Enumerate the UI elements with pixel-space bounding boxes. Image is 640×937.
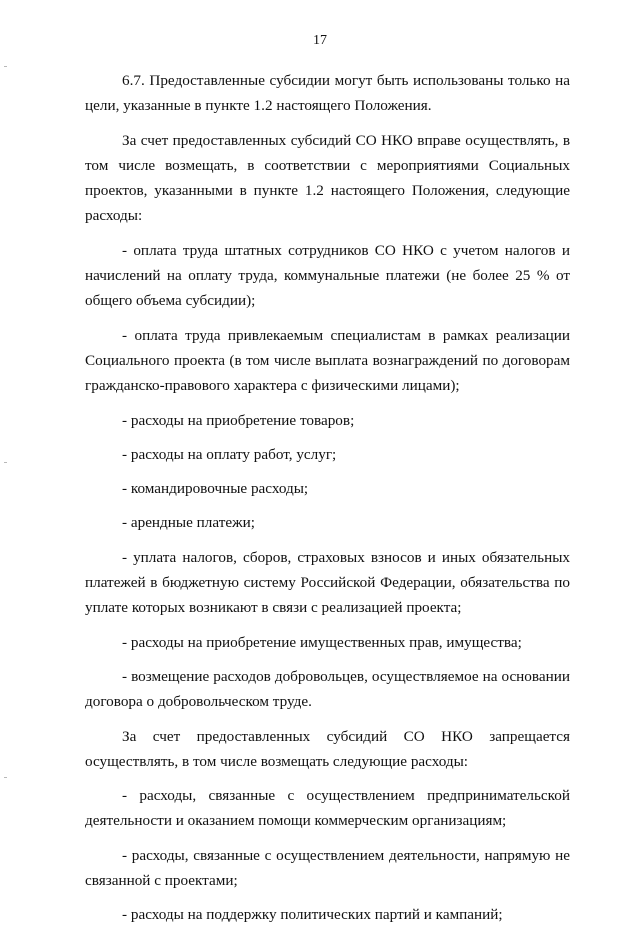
paragraph-allowed-expenses-intro: За счет предоставленных субсидий СО НКО вправе осуществлять, в том числе возмещать, в соответствии с мероприятиями Социальных проектов, указанными в пункте 1.2 настоящего Положения, следующие расходы: [85,131,570,225]
list-item-volunteer-expenses: - возмещение расходов добровольцев, осуществляемое на основании договора о добровольческом труде. [85,667,570,711]
list-item-political-support: - расходы на поддержку политических партий и кампаний; [122,906,503,924]
scan-margin-mark [4,777,7,778]
list-item-specialists-pay: - оплата труда привлекаемым специалистам в рамках реализации Социального проекта (в том числе выплата вознаграждений по договорам гражданско-правового характера с физическими лицами); [85,326,570,395]
list-item-staff-salaries: - оплата труда штатных сотрудников СО НКО с учетом налогов и начислений на оплату труда, коммунальные платежи (не более 25 % от общего объема субсидии); [85,241,570,310]
list-item-goods: - расходы на приобретение товаров; [122,411,355,429]
document-body [85,68,570,937]
list-item-commercial-activity: - расходы, связанные с осуществлением предпринимательской деятельности и оказанием помощи коммерческим организациям; [85,787,570,830]
page-number: 17 [313,33,327,48]
list-item-unrelated-activity: - расходы, связанные с осуществлением деятельности, напрямую не связанной с проектами; [85,846,570,890]
list-item-works-services: - расходы на оплату работ, услуг; [122,445,337,463]
list-item-rent: - арендные платежи; [122,514,255,532]
paragraph-6-7: 6.7. Предоставленные субсидии могут быть использованы только на цели, указанные в пункте 1.2 настоящего Положения. [85,72,570,115]
list-item-travel: - командировочные расходы; [122,480,309,498]
paragraph-prohibited-expenses-intro: За счет предоставленных субсидий СО НКО запрещается осуществлять, в том числе возмещать следующие расходы: [85,727,570,770]
list-item-property-rights: - расходы на приобретение имущественных прав, имущества; [122,633,522,651]
list-item-taxes: - уплата налогов, сборов, страховых взносов и иных обязательных платежей в бюджетную систему Российской Федерации, обязательства по уплате которых возникают в связи с реализацией проекта; [85,548,570,617]
scan-margin-mark [4,66,7,67]
scan-margin-mark [4,462,7,463]
